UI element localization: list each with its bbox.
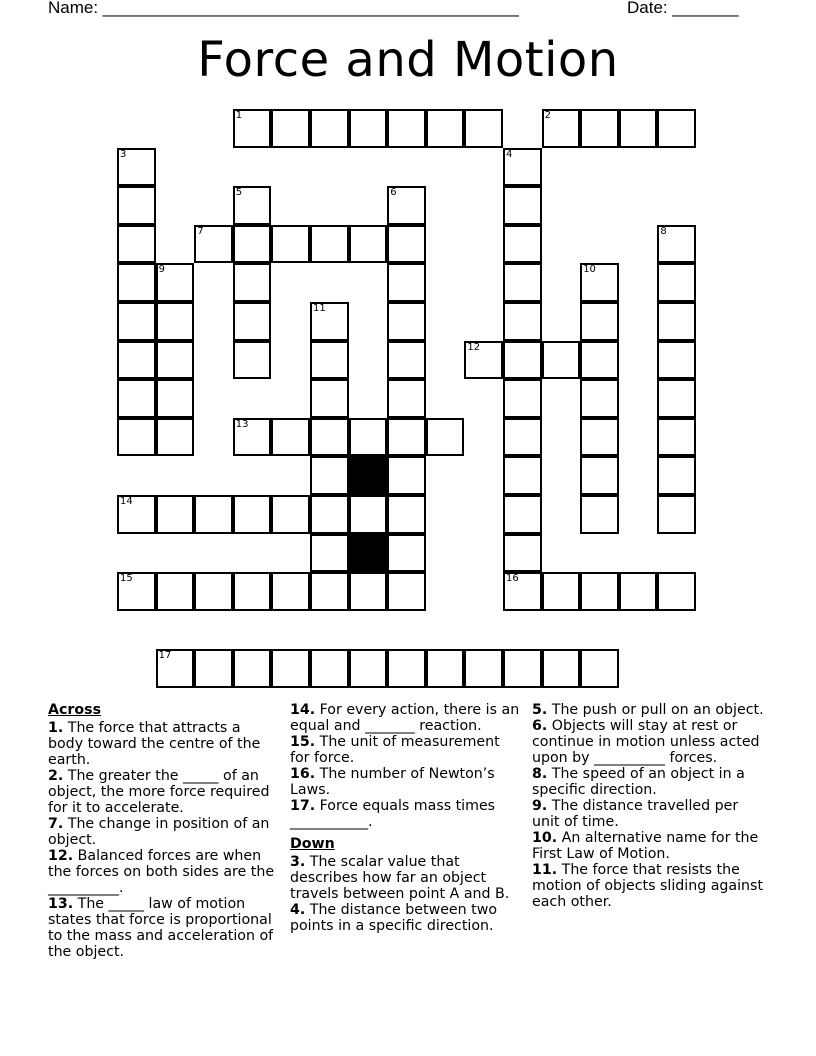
crossword-cell[interactable] <box>387 225 426 264</box>
clue-number: 6 <box>390 187 397 199</box>
crossword-cell[interactable] <box>233 495 272 534</box>
clue-item <box>48 720 280 768</box>
crossword-cell[interactable] <box>657 341 696 380</box>
crossword-cell[interactable] <box>503 534 542 573</box>
clue-item <box>48 896 280 960</box>
crossword-cell[interactable] <box>503 225 542 264</box>
crossword-cell[interactable] <box>233 302 272 341</box>
crossword-cell[interactable] <box>503 649 542 688</box>
crossword-cell[interactable] <box>117 302 156 341</box>
clue-item-text: Objects will stay at rest or continue in motion unless acted upon by __________ forces. <box>532 718 760 766</box>
crossword-cell[interactable] <box>580 649 619 688</box>
crossword-cell[interactable] <box>387 572 426 611</box>
crossword-cell[interactable] <box>426 109 465 148</box>
clue-item-text: The speed of an object in a specific direction. <box>532 766 745 798</box>
crossword-cell[interactable] <box>387 379 426 418</box>
clue-item-text: The force that resists the motion of objects sliding against each other. <box>532 862 764 910</box>
crossword-cell[interactable] <box>156 341 195 380</box>
crossword-cell[interactable] <box>503 418 542 457</box>
black-square <box>349 534 388 573</box>
clue-item-number: 12. <box>48 848 74 864</box>
crossword-cell[interactable] <box>194 649 233 688</box>
clue-item <box>532 718 764 766</box>
clue-item-number: 17. <box>290 798 316 814</box>
crossword-cell[interactable] <box>117 495 156 534</box>
clue-number: 2 <box>544 110 551 121</box>
crossword-cell[interactable] <box>156 302 195 341</box>
clue-item-number: 8. <box>532 766 548 782</box>
clue-item-text: The distance travelled per unit of time. <box>532 798 739 830</box>
crossword-cell[interactable] <box>194 225 233 264</box>
crossword-cell[interactable] <box>542 649 581 688</box>
clue-number: 8 <box>660 225 667 237</box>
down-clue-list <box>290 854 522 934</box>
crossword-cell[interactable] <box>271 495 310 534</box>
crossword-cell[interactable] <box>503 495 542 534</box>
crossword-cell[interactable] <box>464 109 503 148</box>
crossword-cell[interactable] <box>580 109 619 148</box>
clue-item <box>532 862 764 910</box>
crossword-cell[interactable] <box>542 341 581 380</box>
crossword-cell[interactable] <box>117 341 156 380</box>
clue-number: 16 <box>506 573 519 585</box>
crossword-cell[interactable] <box>426 418 465 457</box>
crossword-cell[interactable] <box>580 572 619 611</box>
crossword-cell[interactable] <box>233 263 272 302</box>
crossword-cell[interactable] <box>580 341 619 380</box>
crossword-cell[interactable] <box>233 186 272 225</box>
crossword-cell[interactable] <box>117 572 156 611</box>
crossword-cell[interactable] <box>657 418 696 457</box>
crossword-cell[interactable] <box>387 341 426 380</box>
clue-item-text: Force equals mass times ___________. <box>290 798 496 830</box>
crossword-cell[interactable] <box>503 186 542 225</box>
clue-column-1 <box>48 702 280 960</box>
crossword-cell[interactable] <box>117 148 156 187</box>
name-field-line: Name: ____________________________________________ <box>48 0 519 17</box>
crossword-cell[interactable] <box>657 379 696 418</box>
crossword-cell[interactable] <box>156 379 195 418</box>
clue-item <box>290 854 522 902</box>
crossword-cell[interactable] <box>503 572 542 611</box>
crossword-cell[interactable] <box>233 109 272 148</box>
black-square <box>349 456 388 495</box>
down-clue-list-continued <box>532 702 764 910</box>
crossword-cell[interactable] <box>117 186 156 225</box>
clue-item-text: The _____ law of motion states that force is proportional to the mass and acceleration of the object. <box>48 896 274 960</box>
crossword-cell[interactable] <box>233 572 272 611</box>
date-field-line: Date: _______ <box>627 0 739 17</box>
crossword-cell[interactable] <box>156 418 195 457</box>
crossword-cell[interactable] <box>387 534 426 573</box>
clue-item <box>290 702 522 734</box>
clue-number: 13 <box>235 418 249 430</box>
crossword-cell[interactable] <box>580 263 619 302</box>
clue-item-text: The push or pull on an object. <box>547 702 764 718</box>
crossword-cell[interactable] <box>580 456 619 495</box>
crossword-cell[interactable] <box>310 341 349 380</box>
clue-item-number: 10. <box>532 830 558 846</box>
clue-item-number: 4. <box>290 902 306 918</box>
crossword-cell[interactable] <box>310 495 349 534</box>
crossword-cell[interactable] <box>233 418 272 457</box>
crossword-cell[interactable] <box>657 572 696 611</box>
clue-item <box>532 766 764 798</box>
clue-number: 5 <box>235 187 243 199</box>
crossword-cell[interactable] <box>503 263 542 302</box>
clue-item-number: 3. <box>290 854 306 870</box>
crossword-cell[interactable] <box>156 572 195 611</box>
clue-item-number: 9. <box>532 798 548 814</box>
crossword-cell[interactable] <box>349 109 388 148</box>
clue-item <box>532 830 764 862</box>
crossword-cell[interactable] <box>387 109 426 148</box>
clue-item <box>290 734 522 766</box>
across-clue-list <box>48 720 280 960</box>
crossword-cell[interactable] <box>117 225 156 264</box>
crossword-cell[interactable] <box>310 109 349 148</box>
crossword-cell[interactable] <box>271 225 310 264</box>
clue-item <box>290 902 522 934</box>
crossword-cell[interactable] <box>349 649 388 688</box>
crossword-cell[interactable] <box>349 225 388 264</box>
crossword-cell[interactable] <box>117 418 156 457</box>
crossword-cell[interactable] <box>310 572 349 611</box>
crossword-cell[interactable] <box>503 379 542 418</box>
crossword-cell[interactable] <box>657 263 696 302</box>
crossword-cell[interactable] <box>580 495 619 534</box>
crossword-cell[interactable] <box>619 572 658 611</box>
crossword-cell[interactable] <box>310 225 349 264</box>
clue-item-number: 13. <box>48 896 74 912</box>
crossword-cell[interactable] <box>271 418 310 457</box>
crossword-cell[interactable] <box>233 649 272 688</box>
crossword-cell[interactable] <box>117 263 156 302</box>
clue-item-text: Balanced forces are when the forces on both sides are the __________. <box>48 848 275 896</box>
crossword-cell[interactable] <box>503 148 542 187</box>
clue-item <box>290 798 522 830</box>
crossword-cell[interactable] <box>426 649 465 688</box>
crossword-cell[interactable] <box>387 649 426 688</box>
clue-number: 17 <box>158 650 172 662</box>
crossword-cell[interactable] <box>271 649 310 688</box>
across-clue-list-continued <box>290 702 522 830</box>
crossword-cell[interactable] <box>233 225 272 264</box>
clue-item-number: 7. <box>48 816 64 832</box>
clue-item-text: The number of Newton’s Laws. <box>290 766 495 798</box>
crossword-cell[interactable] <box>503 302 542 341</box>
clue-item-text: The force that attracts a body toward the centre of the earth. <box>48 720 261 768</box>
crossword-cell[interactable] <box>310 379 349 418</box>
clue-item-text: The distance between two points in a specific direction. <box>290 902 498 934</box>
crossword-cell[interactable] <box>310 456 349 495</box>
clue-number: 10 <box>583 264 596 276</box>
crossword-cell[interactable] <box>194 495 233 534</box>
crossword-cell[interactable] <box>387 186 426 225</box>
crossword-cell[interactable] <box>310 302 349 341</box>
crossword-cell[interactable] <box>657 495 696 534</box>
crossword-cell[interactable] <box>387 263 426 302</box>
crossword-cell[interactable] <box>271 572 310 611</box>
clue-item-text: The greater the _____ of an object, the more force required for it to accelerate. <box>48 768 270 816</box>
crossword-cell[interactable] <box>310 418 349 457</box>
crossword-cell[interactable] <box>464 341 503 380</box>
crossword-cell[interactable] <box>503 456 542 495</box>
crossword-cell[interactable] <box>542 109 581 148</box>
clue-item-number: 14. <box>290 702 316 718</box>
clue-item <box>532 702 764 718</box>
clue-number: 3 <box>120 148 127 160</box>
crossword-cell[interactable] <box>349 418 388 457</box>
clue-item-number: 11. <box>532 862 558 878</box>
crossword-cell[interactable] <box>542 572 581 611</box>
crossword-cell[interactable] <box>387 418 426 457</box>
crossword-cell[interactable] <box>619 109 658 148</box>
crossword-cell[interactable] <box>580 418 619 457</box>
crossword-cell[interactable] <box>503 341 542 380</box>
clue-item <box>290 766 522 798</box>
crossword-cell[interactable] <box>117 379 156 418</box>
crossword-cell[interactable] <box>657 109 696 148</box>
clue-number: 1 <box>235 110 243 121</box>
clue-item <box>48 768 280 816</box>
across-heading: Across <box>48 702 102 718</box>
clue-number: 7 <box>197 225 204 237</box>
clue-number: 14 <box>120 496 133 507</box>
crossword-cell[interactable] <box>657 302 696 341</box>
clue-item-text: The unit of measurement for force. <box>290 734 500 766</box>
clue-item-text: For every action, there is an equal and _______ reaction. <box>290 702 520 734</box>
clue-item-text: An alternative name for the First Law of Motion. <box>532 830 759 862</box>
clue-column-3 <box>532 702 764 910</box>
crossword-cell[interactable] <box>310 534 349 573</box>
crossword-cell[interactable] <box>580 379 619 418</box>
crossword-cell[interactable] <box>156 649 195 688</box>
clue-item-text: The scalar value that describes how far an object travels between point A and B. <box>290 854 510 902</box>
crossword-cell[interactable] <box>464 649 503 688</box>
clue-item-number: 16. <box>290 766 316 782</box>
crossword-cell[interactable] <box>387 456 426 495</box>
crossword-cell[interactable] <box>657 456 696 495</box>
crossword-cell[interactable] <box>233 341 272 380</box>
clue-item <box>48 816 280 848</box>
page-title: Force and Motion <box>197 32 619 88</box>
crossword-cell[interactable] <box>349 495 388 534</box>
crossword-cell[interactable] <box>580 302 619 341</box>
crossword-cell[interactable] <box>387 302 426 341</box>
crossword-cell[interactable] <box>310 649 349 688</box>
clue-number: 12 <box>467 341 481 353</box>
clue-item <box>48 848 280 896</box>
clue-number: 4 <box>506 148 513 160</box>
crossword-cell[interactable] <box>194 572 233 611</box>
clue-item-number: 2. <box>48 768 64 784</box>
clue-item-number: 6. <box>532 718 548 734</box>
clue-item-text: The change in position of an object. <box>48 816 270 848</box>
clue-item-number: 5. <box>532 702 548 718</box>
clue-number: 15 <box>120 573 133 585</box>
clue-column-2 <box>290 702 522 934</box>
down-heading: Down <box>290 836 335 852</box>
clue-item <box>532 798 764 830</box>
clue-item-number: 15. <box>290 734 316 750</box>
clue-number: 11 <box>313 303 326 314</box>
crossword-cell[interactable] <box>387 495 426 534</box>
crossword-cell[interactable] <box>349 572 388 611</box>
crossword-cell[interactable] <box>657 225 696 264</box>
crossword-cell[interactable] <box>156 495 195 534</box>
clue-item-number: 1. <box>48 720 64 736</box>
crossword-cell[interactable] <box>271 109 310 148</box>
crossword-cell[interactable] <box>156 263 195 302</box>
clue-number: 9 <box>158 264 165 276</box>
